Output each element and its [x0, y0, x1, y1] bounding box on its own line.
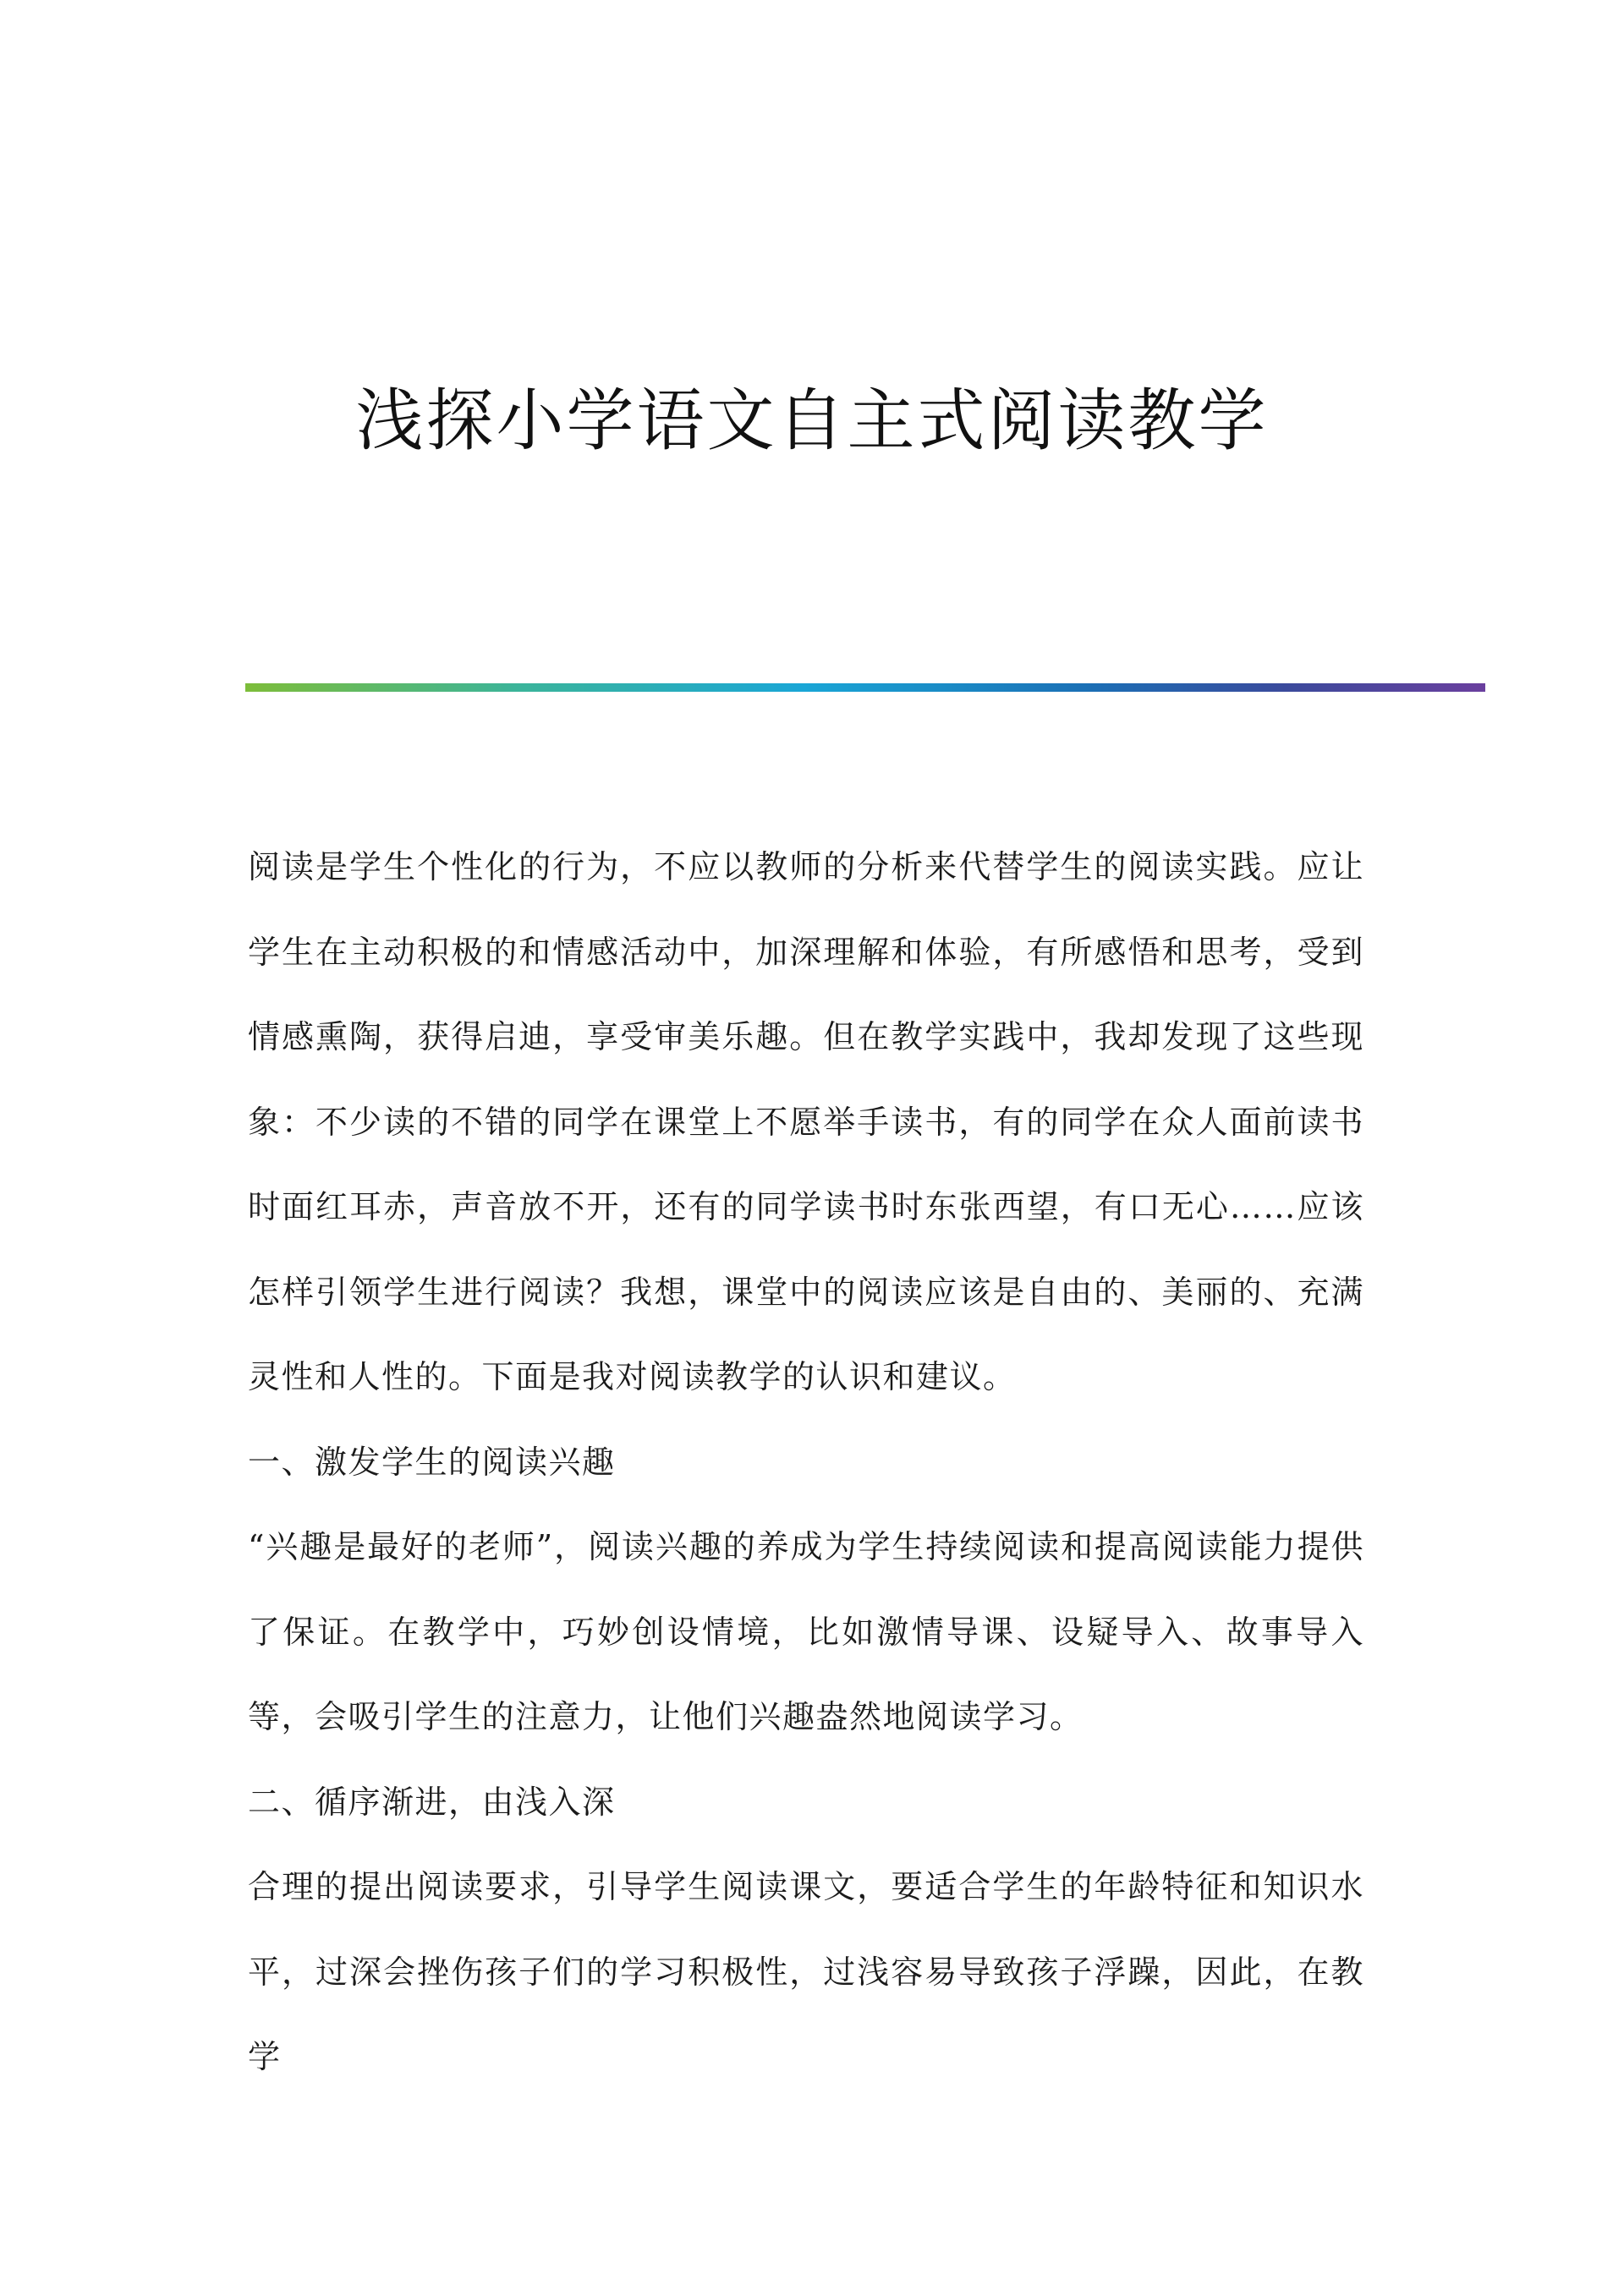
- document-title: 浅探小学语文自主式阅读教学: [355, 381, 1269, 460]
- section-heading-1: 一、激发学生的阅读兴趣: [248, 1443, 616, 1481]
- paragraph-interest: “兴趣是最好的老师”，阅读兴趣的养成为学生持续阅读和提高阅读能力提供了保证。在教学中，巧妙创设情境，比如激情导课、设疑导入、故事导入等，会吸引学生的注意力，让他们兴趣盎然地阅读学习。: [248, 1528, 1364, 1735]
- paragraph-progressive: 合理的提出阅读要求，引导学生阅读课文，要适合学生的年龄特征和知识水平，过深会挫伤孩子们的学习积极性，过浅容易导致孩子浮躁，因此，在教学: [248, 1868, 1364, 2075]
- document-body: [248, 825, 1364, 2100]
- title-divider: [245, 683, 1485, 692]
- paragraph-intro: 阅读是学生个性化的行为，不应以教师的分析来代替学生的阅读实践。应让学生在主动积极的和情感活动中，加深理解和体验，有所感悟和思考，受到情感熏陶，获得启迪，享受审美乐趣。但在教学实践中，我却发现了这些现象：不少读的不错的同学在课堂上不愿举手读书，有的同学在众人面前读书时面红耳赤，声音放不开，还有的同学读书时东张西望，有口无心……应该怎样引领学生进行阅读？我想，课堂中的阅读应该是自由的、美丽的、充满灵性和人性的。下面是我对阅读教学的认识和建议。: [248, 848, 1364, 1395]
- section-heading-2: 二、循序渐进，由浅入深: [248, 1783, 616, 1821]
